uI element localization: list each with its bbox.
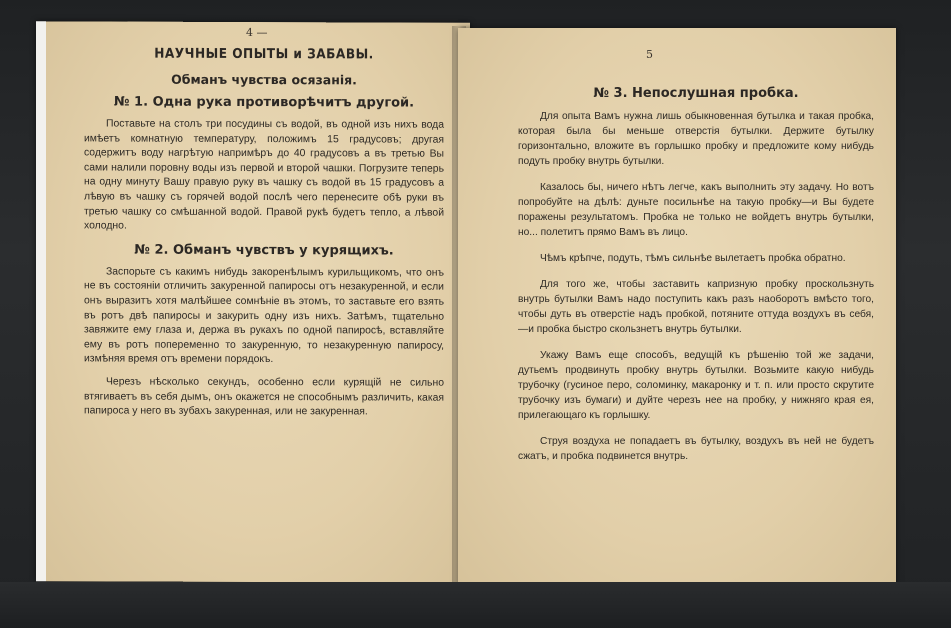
right-page-content xyxy=(518,78,874,475)
right-page-number: 5 xyxy=(646,48,653,61)
table-surface xyxy=(0,582,951,628)
book-title: НАУЧНЫЕ ОПЫТЫ и ЗАБАВЫ. xyxy=(154,45,374,63)
right-page xyxy=(458,28,896,588)
experiment-1-title: № 1. Одна рука противорѣчитъ другой. xyxy=(113,94,415,111)
experiment-3-paragraph: Чѣмъ крѣпче, подуть, тѣмъ сильнѣе вылетаетъ пробка обратно. xyxy=(540,253,846,264)
left-page-content xyxy=(84,45,444,428)
left-page-number: 4 — xyxy=(246,25,268,40)
experiment-3-paragraph: Укажу Вамъ еще способъ, ведущій къ рѣшенію той же задачи, дутьемъ продвинуть пробку внутрь бутылки. Возьмите какую нибудь трубочку (гусиное перо, соломинку, макаронку и т. п. или просто скрутите трубочку изъ бумаги) и дуйте черезъ нее на пробку, у нижняго края ея, прилегающаго къ горлышку. xyxy=(518,350,874,421)
experiment-3-paragraph: Для того же, чтобы заставить капризную пробку проскользнуть внутрь бутылки Вамъ надо поступить какъ разъ наоборотъ вмѣсто того, чтобы дуть въ отверстіе надъ пробкой, потяните оттуда воздухъ въ себя,—и пробка быстро скользнетъ внутрь бутылки. xyxy=(518,279,874,335)
experiment-2-title: № 2. Обманъ чувствъ у курящихъ. xyxy=(134,242,394,259)
experiment-1-paragraph: Поставьте на столъ три посудины съ водой, въ одной изъ нихъ вода имѣетъ комнатную температуру, положимъ 15 градусовъ; другая содержитъ воду нагрѣтую напримѣръ до 40 градусовъ а въ третью Вы сами налили поровну воды изъ первой и второй чашки. Погрузите теперь на одну минуту Вашу правую руку въ чашку съ водой въ 15 градусовъ а лѣвую въ чашку съ горячей водой послѣ чего перенесите обѣ руки въ третью чашку со смѣшанной водой. Правой рукѣ будетъ тепло, а лѣвой холодно. xyxy=(84,118,444,232)
experiment-3-paragraph: Струя воздуха не попадаетъ въ бутылку, воздухъ въ ней не будетъ сжатъ, и пробка подвинется внутрь. xyxy=(518,436,874,462)
experiment-2-paragraph: Черезъ нѣсколько секундъ, особенно если курящій не сильно втягиваетъ въ себя дымъ, онъ окажется не способнымъ различить, какая папироса у него въ зубахъ закуренная, или не закуренная. xyxy=(84,376,444,418)
experiment-3-title: № 3. Непослушная пробка. xyxy=(593,86,799,101)
experiment-2-paragraph: Заспорьте съ какимъ нибудь закоренѣлымъ курильщикомъ, что онъ не въ состояніи отличить закуренной папиросы отъ незакуренной, и если онъ выразитъ хотя малѣйшее сомнѣніе въ этомъ, то заставьте его взять въ ротъ двѣ папиросы и закурить одну изъ нихъ. Затѣмъ, тщательно завяжите ему глаза и, держа въ рукахъ по одной папиросѣ, вставляйте ему въ ротъ попеременно то закуренную, то незакуренную папиросу, измѣняя время отъ времени порядокъ. xyxy=(84,266,444,366)
section-title: Обманъ чувства осязанія. xyxy=(171,71,357,88)
experiment-3-paragraph: Казалось бы, ничего нѣтъ легче, какъ выполнить эту задачу. Но вотъ попробуйте на дѣлѣ: дуньте посильнѣе на такую пробку—и Вы будете поражены результатомъ. Пробка не только не войдетъ внутрь бутылки, но... полетитъ прямо Вамъ въ лицо. xyxy=(518,182,874,238)
left-page xyxy=(36,21,470,583)
experiment-3-paragraph: Для опыта Вамъ нужна лишь обыкновенная бутылка и такая пробка, которая была бы меньше отверстія бутылки. Держите бутылку горизонтально, вложите въ горлышко пробку и предложите кому нибудь подуть пробку внутрь бутылки. xyxy=(518,111,874,167)
